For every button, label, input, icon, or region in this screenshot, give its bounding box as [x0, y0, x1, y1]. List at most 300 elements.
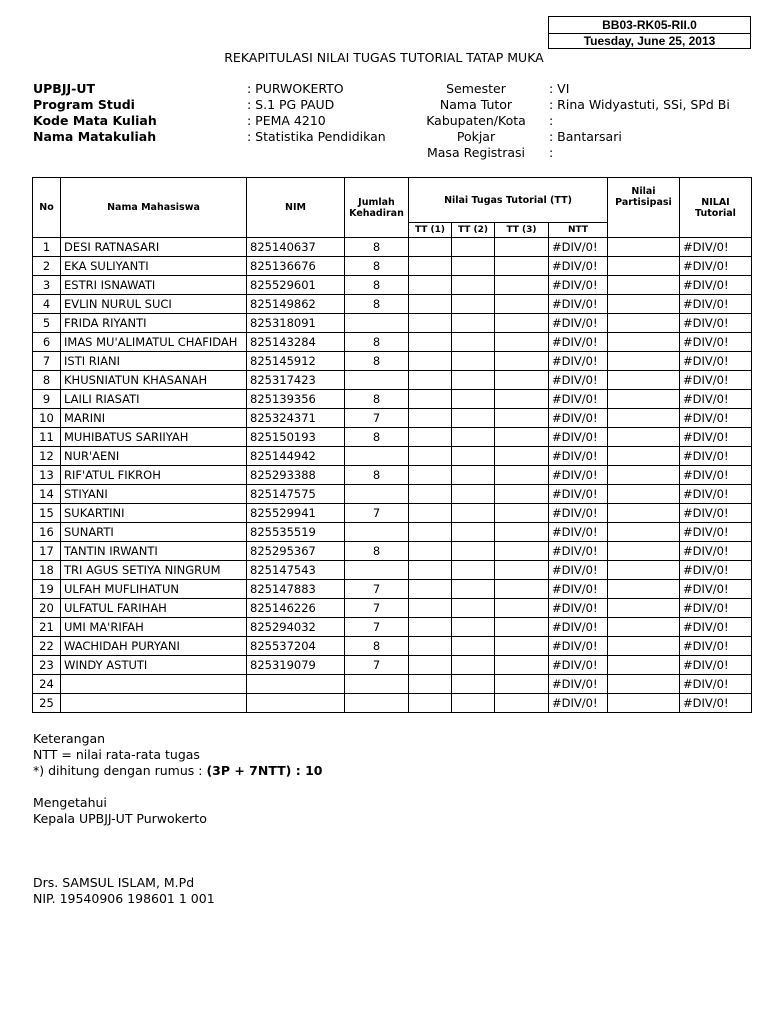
- cell-tt1: [409, 561, 452, 580]
- cell-kehadiran: 7: [345, 504, 409, 523]
- cell-tt1: [409, 466, 452, 485]
- info-left-values: [247, 81, 386, 145]
- cell-kehadiran: 8: [345, 542, 409, 561]
- cell-tt2: [452, 295, 495, 314]
- cell-kehadiran: [345, 694, 409, 713]
- cell-nim: 825145912: [247, 352, 345, 371]
- cell-nilai-tutorial: #DIV/0!: [680, 656, 752, 675]
- cell-nim: 825146226: [247, 599, 345, 618]
- cell-ntt: #DIV/0!: [549, 656, 608, 675]
- cell-ntt: #DIV/0!: [549, 371, 608, 390]
- document-code: BB03-RK05-RII.0: [602, 18, 697, 32]
- table-row: [33, 257, 752, 276]
- header-nilai-tutorial: [680, 178, 752, 238]
- cell-ntt: #DIV/0!: [549, 466, 608, 485]
- info-label: UPBJJ-UT: [33, 81, 96, 96]
- cell-tt2: [452, 371, 495, 390]
- cell-tt3: [495, 675, 549, 694]
- cell-tt1: [409, 675, 452, 694]
- cell-tt1: [409, 295, 452, 314]
- cell-nilai-tutorial: #DIV/0!: [680, 409, 752, 428]
- cell-nama: LAILI RIASATI: [61, 390, 247, 409]
- cell-kehadiran: 8: [345, 466, 409, 485]
- table-row: [33, 637, 752, 656]
- cell-partisipasi: [608, 504, 680, 523]
- cell-tt1: [409, 447, 452, 466]
- cell-nim: 825136676: [247, 257, 345, 276]
- cell-partisipasi: [608, 428, 680, 447]
- cell-kehadiran: 8: [345, 637, 409, 656]
- cell-nama: WACHIDAH PURYANI: [61, 637, 247, 656]
- cell-nim: 825140637: [247, 238, 345, 257]
- cell-tt2: [452, 314, 495, 333]
- cell-partisipasi: [608, 257, 680, 276]
- cell-nilai-tutorial: #DIV/0!: [680, 390, 752, 409]
- cell-ntt: #DIV/0!: [549, 390, 608, 409]
- table-row: [33, 352, 752, 371]
- cell-partisipasi: [608, 542, 680, 561]
- cell-nama: TRI AGUS SETIYA NINGRUM: [61, 561, 247, 580]
- table-row: [33, 580, 752, 599]
- cell-tt2: [452, 580, 495, 599]
- cell-tt2: [452, 694, 495, 713]
- table-row: [33, 295, 752, 314]
- cell-tt1: [409, 276, 452, 295]
- cell-tt2: [452, 542, 495, 561]
- cell-nilai-tutorial: #DIV/0!: [680, 238, 752, 257]
- header-nilai-tutorial-line1: NILAI: [701, 196, 730, 208]
- cell-kehadiran: 8: [345, 390, 409, 409]
- cell-nama: TANTIN IRWANTI: [61, 542, 247, 561]
- cell-nilai-tutorial: #DIV/0!: [680, 466, 752, 485]
- cell-nilai-tutorial: #DIV/0!: [680, 694, 752, 713]
- cell-nim: 825144942: [247, 447, 345, 466]
- cell-tt2: [452, 238, 495, 257]
- table-row: [33, 485, 752, 504]
- cell-partisipasi: [608, 618, 680, 637]
- cell-nim: 825319079: [247, 656, 345, 675]
- cell-no: 2: [33, 257, 61, 276]
- cell-nim: [247, 694, 345, 713]
- cell-nilai-tutorial: #DIV/0!: [680, 485, 752, 504]
- cell-kehadiran: 8: [345, 257, 409, 276]
- cell-tt2: [452, 390, 495, 409]
- info-value: :: [549, 113, 554, 128]
- info-value: : PEMA 4210: [247, 113, 326, 128]
- cell-partisipasi: [608, 295, 680, 314]
- cell-partisipasi: [608, 390, 680, 409]
- cell-nilai-tutorial: #DIV/0!: [680, 428, 752, 447]
- cell-nama: SUKARTINI: [61, 504, 247, 523]
- notes-formula-line: [33, 763, 323, 779]
- cell-kehadiran: 7: [345, 409, 409, 428]
- cell-tt3: [495, 371, 549, 390]
- cell-nama: ULFATUL FARIHAH: [61, 599, 247, 618]
- cell-partisipasi: [608, 561, 680, 580]
- header-nim: NIM: [247, 178, 345, 238]
- cell-nama: NUR'AENI: [61, 447, 247, 466]
- header-partisipasi-line2: Partisipasi: [615, 197, 672, 208]
- cell-tt3: [495, 466, 549, 485]
- cell-kehadiran: 7: [345, 656, 409, 675]
- document-code-box: [548, 16, 751, 49]
- cell-no: 4: [33, 295, 61, 314]
- cell-tt2: [452, 466, 495, 485]
- cell-tt3: [495, 504, 549, 523]
- cell-tt3: [495, 257, 549, 276]
- cell-tt2: [452, 637, 495, 656]
- page-title: REKAPITULASI NILAI TUGAS TUTORIAL TATAP MUKA: [224, 50, 544, 65]
- header-tt2: TT (2): [452, 223, 495, 238]
- cell-tt2: [452, 485, 495, 504]
- table-row: [33, 314, 752, 333]
- cell-kehadiran: 7: [345, 618, 409, 637]
- table-row: [33, 276, 752, 295]
- notes-heading: Keterangan: [33, 731, 106, 746]
- cell-nilai-tutorial: #DIV/0!: [680, 580, 752, 599]
- cell-partisipasi: [608, 694, 680, 713]
- cell-tt2: [452, 675, 495, 694]
- signature-mengetahui: Mengetahui: [33, 795, 107, 810]
- cell-ntt: #DIV/0!: [549, 314, 608, 333]
- cell-no: 24: [33, 675, 61, 694]
- cell-partisipasi: [608, 447, 680, 466]
- table-row: [33, 447, 752, 466]
- cell-nama: [61, 694, 247, 713]
- table-row: [33, 390, 752, 409]
- cell-no: 20: [33, 599, 61, 618]
- cell-nim: 825294032: [247, 618, 345, 637]
- signature-position: Kepala UPBJJ-UT Purwokerto: [33, 811, 207, 826]
- cell-tt2: [452, 447, 495, 466]
- cell-ntt: #DIV/0!: [549, 428, 608, 447]
- notes-ntt-definition: NTT = nilai rata-rata tugas: [33, 747, 200, 762]
- cell-ntt: #DIV/0!: [549, 485, 608, 504]
- info-right-values: [549, 81, 764, 161]
- cell-kehadiran: [345, 485, 409, 504]
- cell-nilai-tutorial: #DIV/0!: [680, 618, 752, 637]
- cell-nilai-tutorial: #DIV/0!: [680, 447, 752, 466]
- cell-nama: STIYANI: [61, 485, 247, 504]
- table-row: [33, 466, 752, 485]
- cell-tt3: [495, 637, 549, 656]
- cell-no: 21: [33, 618, 61, 637]
- table-row: [33, 238, 752, 257]
- header-nilai-tutorial-line2: Tutorial: [695, 207, 736, 219]
- cell-tt3: [495, 485, 549, 504]
- cell-tt3: [495, 694, 549, 713]
- cell-partisipasi: [608, 637, 680, 656]
- cell-nama: RIF'ATUL FIKROH: [61, 466, 247, 485]
- cell-tt3: [495, 295, 549, 314]
- cell-tt2: [452, 276, 495, 295]
- cell-tt2: [452, 333, 495, 352]
- cell-nama: ISTI RIANI: [61, 352, 247, 371]
- info-value: : S.1 PG PAUD: [247, 97, 335, 112]
- cell-nama: FRIDA RIYANTI: [61, 314, 247, 333]
- cell-kehadiran: [345, 447, 409, 466]
- cell-kehadiran: 8: [345, 238, 409, 257]
- cell-nim: 825324371: [247, 409, 345, 428]
- cell-no: 5: [33, 314, 61, 333]
- cell-ntt: #DIV/0!: [549, 409, 608, 428]
- notes-block: [33, 731, 323, 779]
- cell-kehadiran: 8: [345, 276, 409, 295]
- cell-partisipasi: [608, 523, 680, 542]
- cell-nim: 825529601: [247, 276, 345, 295]
- cell-nilai-tutorial: #DIV/0!: [680, 257, 752, 276]
- info-label: Kabupaten/Kota: [426, 113, 526, 128]
- header-jumlah-line1: Jumlah: [358, 196, 395, 208]
- cell-nilai-tutorial: #DIV/0!: [680, 333, 752, 352]
- signature-name-block: [33, 875, 215, 907]
- cell-ntt: #DIV/0!: [549, 694, 608, 713]
- cell-tt3: [495, 599, 549, 618]
- info-value: : VI: [549, 81, 570, 96]
- header-partisipasi: [608, 178, 680, 238]
- cell-partisipasi: [608, 238, 680, 257]
- cell-tt1: [409, 637, 452, 656]
- cell-ntt: #DIV/0!: [549, 257, 608, 276]
- info-value: : PURWOKERTO: [247, 81, 344, 96]
- cell-partisipasi: [608, 675, 680, 694]
- cell-kehadiran: [345, 314, 409, 333]
- cell-ntt: #DIV/0!: [549, 295, 608, 314]
- cell-tt1: [409, 618, 452, 637]
- cell-no: 16: [33, 523, 61, 542]
- cell-kehadiran: 8: [345, 333, 409, 352]
- cell-partisipasi: [608, 314, 680, 333]
- info-value: :: [549, 145, 554, 160]
- cell-tt3: [495, 314, 549, 333]
- table-row: [33, 694, 752, 713]
- cell-ntt: #DIV/0!: [549, 504, 608, 523]
- cell-nama: DESI RATNASARI: [61, 238, 247, 257]
- cell-ntt: #DIV/0!: [549, 637, 608, 656]
- cell-nim: 825537204: [247, 637, 345, 656]
- signature-heading-block: [33, 795, 207, 827]
- table-row: [33, 504, 752, 523]
- cell-tt3: [495, 656, 549, 675]
- cell-ntt: #DIV/0!: [549, 238, 608, 257]
- cell-nilai-tutorial: #DIV/0!: [680, 276, 752, 295]
- cell-ntt: #DIV/0!: [549, 675, 608, 694]
- cell-kehadiran: 8: [345, 352, 409, 371]
- cell-tt1: [409, 238, 452, 257]
- cell-ntt: #DIV/0!: [549, 333, 608, 352]
- info-value: : Bantarsari: [549, 129, 622, 144]
- cell-nim: 825535519: [247, 523, 345, 542]
- info-value: : Statistika Pendidikan: [247, 129, 386, 144]
- cell-tt2: [452, 561, 495, 580]
- cell-kehadiran: [345, 523, 409, 542]
- cell-nama: [61, 675, 247, 694]
- table-row: [33, 523, 752, 542]
- cell-no: 23: [33, 656, 61, 675]
- cell-kehadiran: 8: [345, 428, 409, 447]
- header-partisipasi-line1: Nilai: [631, 186, 656, 197]
- info-label: Masa Registrasi: [426, 145, 525, 160]
- header-tt1: TT (1): [409, 223, 452, 238]
- cell-partisipasi: [608, 371, 680, 390]
- header-nilai-tugas: Nilai Tugas Tutorial (TT): [409, 178, 608, 223]
- info-label: Semester: [446, 81, 506, 96]
- cell-tt2: [452, 257, 495, 276]
- cell-nim: 825147543: [247, 561, 345, 580]
- cell-nama: SUNARTI: [61, 523, 247, 542]
- cell-ntt: #DIV/0!: [549, 561, 608, 580]
- header-nama: Nama Mahasiswa: [61, 178, 247, 238]
- cell-nama: MUHIBATUS SARIIYAH: [61, 428, 247, 447]
- cell-nim: 825150193: [247, 428, 345, 447]
- cell-tt3: [495, 352, 549, 371]
- cell-partisipasi: [608, 580, 680, 599]
- info-left-labels: [33, 81, 157, 145]
- table-row: [33, 428, 752, 447]
- cell-kehadiran: [345, 675, 409, 694]
- cell-tt1: [409, 409, 452, 428]
- cell-tt3: [495, 276, 549, 295]
- grades-table: [32, 177, 752, 713]
- table-row: [33, 371, 752, 390]
- cell-kehadiran: 8: [345, 295, 409, 314]
- cell-no: 17: [33, 542, 61, 561]
- document-date: Tuesday, June 25, 2013: [549, 33, 750, 49]
- cell-nim: 825293388: [247, 466, 345, 485]
- table-row: [33, 542, 752, 561]
- cell-tt3: [495, 580, 549, 599]
- cell-nilai-tutorial: #DIV/0!: [680, 352, 752, 371]
- cell-no: 14: [33, 485, 61, 504]
- cell-no: 1: [33, 238, 61, 257]
- cell-tt2: [452, 599, 495, 618]
- cell-nim: 825317423: [247, 371, 345, 390]
- cell-tt3: [495, 618, 549, 637]
- cell-no: 22: [33, 637, 61, 656]
- notes-formula: (3P + 7NTT) : 10: [206, 763, 323, 778]
- cell-nim: 825147883: [247, 580, 345, 599]
- cell-no: 8: [33, 371, 61, 390]
- cell-nilai-tutorial: #DIV/0!: [680, 371, 752, 390]
- cell-nama: WINDY ASTUTI: [61, 656, 247, 675]
- cell-no: 11: [33, 428, 61, 447]
- table-row: [33, 656, 752, 675]
- cell-nama: EKA SULIYANTI: [61, 257, 247, 276]
- cell-nilai-tutorial: #DIV/0!: [680, 599, 752, 618]
- cell-ntt: #DIV/0!: [549, 618, 608, 637]
- cell-partisipasi: [608, 466, 680, 485]
- table-row: [33, 675, 752, 694]
- info-label: Nama Tutor: [439, 97, 513, 112]
- cell-tt1: [409, 599, 452, 618]
- cell-ntt: #DIV/0!: [549, 542, 608, 561]
- info-label: Kode Mata Kuliah: [33, 113, 157, 128]
- cell-tt1: [409, 580, 452, 599]
- cell-tt2: [452, 656, 495, 675]
- signature-name: Drs. SAMSUL ISLAM, M.Pd: [33, 875, 195, 890]
- cell-no: 25: [33, 694, 61, 713]
- cell-tt2: [452, 523, 495, 542]
- table-row: [33, 599, 752, 618]
- cell-tt3: [495, 390, 549, 409]
- cell-partisipasi: [608, 276, 680, 295]
- cell-tt1: [409, 542, 452, 561]
- info-value: : Rina Widyastuti, SSi, SPd Bi: [549, 97, 730, 112]
- cell-tt1: [409, 257, 452, 276]
- cell-partisipasi: [608, 485, 680, 504]
- cell-nim: [247, 675, 345, 694]
- cell-nim: 825149862: [247, 295, 345, 314]
- cell-tt1: [409, 523, 452, 542]
- cell-nama: IMAS MU'ALIMATUL CHAFIDAH: [61, 333, 247, 352]
- info-label: Nama Matakuliah: [33, 129, 157, 144]
- cell-no: 9: [33, 390, 61, 409]
- info-label: Pokjar: [456, 129, 496, 144]
- cell-partisipasi: [608, 352, 680, 371]
- cell-tt1: [409, 371, 452, 390]
- cell-tt3: [495, 542, 549, 561]
- cell-nilai-tutorial: #DIV/0!: [680, 523, 752, 542]
- cell-nim: 825139356: [247, 390, 345, 409]
- cell-nilai-tutorial: #DIV/0!: [680, 314, 752, 333]
- cell-no: 12: [33, 447, 61, 466]
- cell-ntt: #DIV/0!: [549, 447, 608, 466]
- cell-tt3: [495, 238, 549, 257]
- cell-tt1: [409, 428, 452, 447]
- cell-partisipasi: [608, 333, 680, 352]
- cell-nama: UMI MA'RIFAH: [61, 618, 247, 637]
- table-row: [33, 618, 752, 637]
- cell-partisipasi: [608, 656, 680, 675]
- cell-tt1: [409, 656, 452, 675]
- cell-no: 13: [33, 466, 61, 485]
- cell-tt3: [495, 333, 549, 352]
- header-tt3: TT (3): [495, 223, 549, 238]
- cell-tt1: [409, 504, 452, 523]
- cell-tt1: [409, 485, 452, 504]
- grades-table-body: [33, 238, 752, 713]
- info-right-labels: [410, 81, 542, 161]
- cell-nama: MARINI: [61, 409, 247, 428]
- cell-tt3: [495, 561, 549, 580]
- header-jumlah-kehadiran: [345, 178, 409, 238]
- cell-tt3: [495, 447, 549, 466]
- cell-nilai-tutorial: #DIV/0!: [680, 675, 752, 694]
- cell-nilai-tutorial: #DIV/0!: [680, 504, 752, 523]
- cell-tt1: [409, 390, 452, 409]
- cell-nama: ESTRI ISNAWATI: [61, 276, 247, 295]
- cell-tt2: [452, 618, 495, 637]
- cell-no: 19: [33, 580, 61, 599]
- table-row: [33, 561, 752, 580]
- header-jumlah-line2: Kehadiran: [349, 207, 404, 219]
- signature-nip: NIP. 19540906 198601 1 001: [33, 891, 215, 906]
- cell-kehadiran: [345, 371, 409, 390]
- cell-kehadiran: 7: [345, 599, 409, 618]
- cell-ntt: #DIV/0!: [549, 523, 608, 542]
- header-no: No: [33, 178, 61, 238]
- cell-ntt: #DIV/0!: [549, 352, 608, 371]
- cell-partisipasi: [608, 599, 680, 618]
- cell-tt3: [495, 523, 549, 542]
- cell-tt2: [452, 504, 495, 523]
- cell-tt1: [409, 694, 452, 713]
- cell-kehadiran: 7: [345, 580, 409, 599]
- cell-tt3: [495, 428, 549, 447]
- table-row: [33, 409, 752, 428]
- cell-nim: 825318091: [247, 314, 345, 333]
- cell-tt2: [452, 409, 495, 428]
